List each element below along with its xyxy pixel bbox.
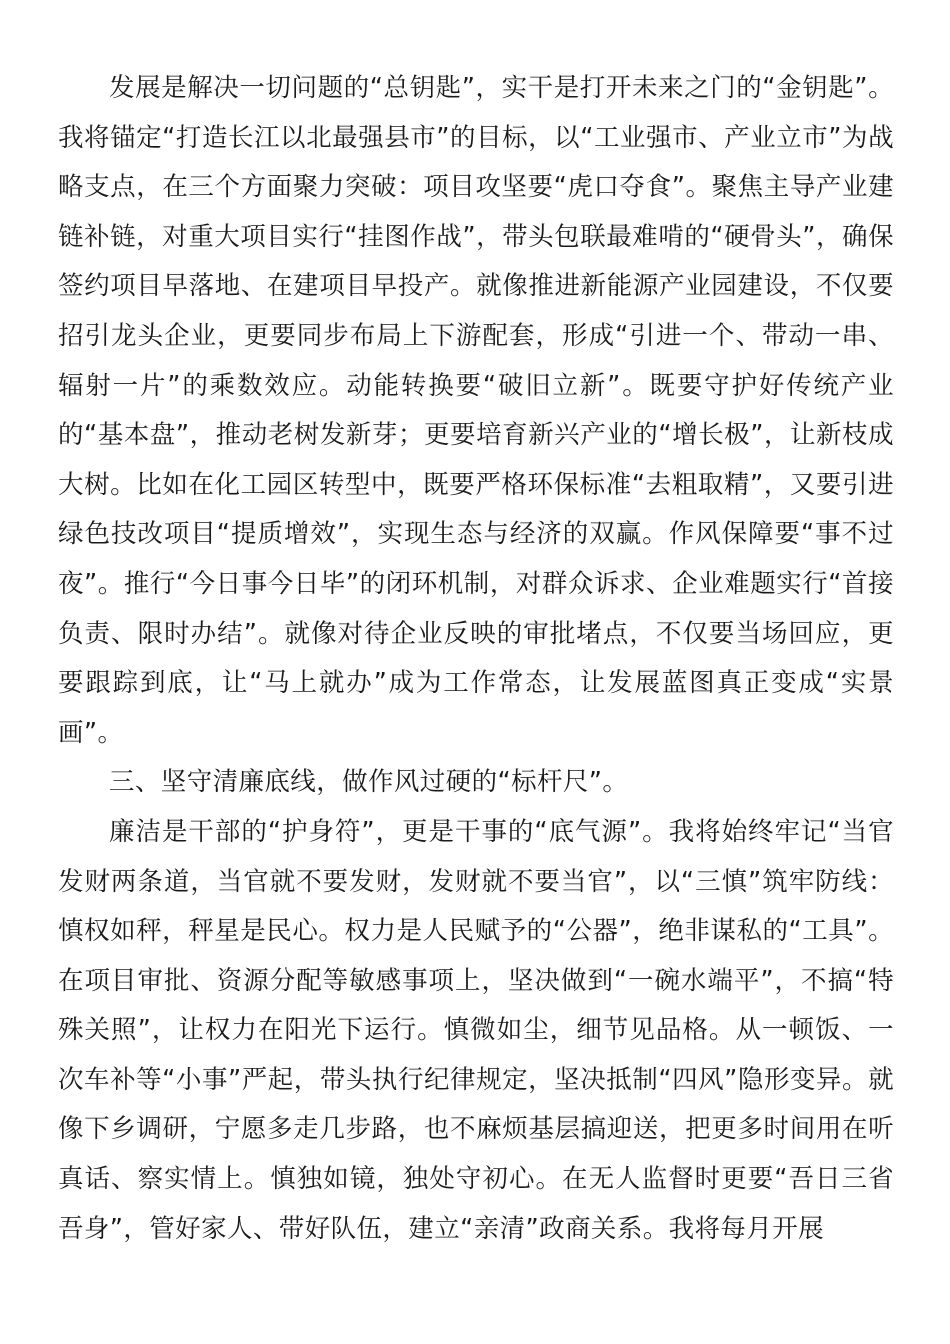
body-paragraph: 廉洁是干部的“护身符”，更是干事的“底气源”。我将始终牢记“当官发财两条道，当官就不要发财，发财就不要当官”，以“三慎”筑牢防线：慎权如秤，秤星是民心。权力是人民赋予的“公器”，绝非谋私的“工具”。在项目审批、资源分配等敏感事项上，坚决做到“一碗水端平”，不搞“特殊关照”，让权力在阳光下运行。慎微如尘，细节见品格。从一顿饭、一次车补等“小事”严起，带头执行纪律规定，坚决抵制“四风”隐形变异。就像下乡调研，宁愿多走几步路，也不麻烦基层搞迎送，把更多时间用在听真话、察实情上。慎独如镜，独处守初心。在无人监督时更要“吾日三省吾身”，管好家人、带好队伍，建立“亲清”政商关系。我将每月开展: [58, 816, 894, 1244]
section-heading: 三、坚守清廉底线，做作风过硬的“标杆尺”。: [109, 767, 629, 798]
body-paragraph: 发展是解决一切问题的“总钥匙”，实干是打开未来之门的“金钥匙”。我将锚定“打造长江以北最强县市”的目标，以“工业强市、产业立市”为战略支点，在三个方面聚力突破：项目攻坚要“虎口夺食”。聚焦主导产业建链补链，对重大项目实行“挂图作战”，带头包联最难啃的“硬骨头”，确保签约项目早落地、在建项目早投产。就像推进新能源产业园建设，不仅要招引龙头企业，更要同步布局上下游配套，形成“引进一个、带动一串、辐射一片”的乘数效应。动能转换要“破旧立新”。既要守护好传统产业的“基本盘”，推动老树发新芽；更要培育新兴产业的“增长极”，让新枝成大树。比如在化工园区转型中，既要严格环保标准“去粗取精”，又要引进绿色技改项目“提质增效”，实现生态与经济的双赢。作风保障要“事不过夜”。推行“今日事今日毕”的闭环机制，对群众诉求、企业难题实行“首接负责、限时办结”。就像对待企业反映的审批堵点，不仅要当场回应，更要跟踪到底，让“马上就办”成为工作常态，让发展蓝图真正变成“实景画”。: [58, 73, 894, 748]
document-page: [58, 64, 894, 1254]
